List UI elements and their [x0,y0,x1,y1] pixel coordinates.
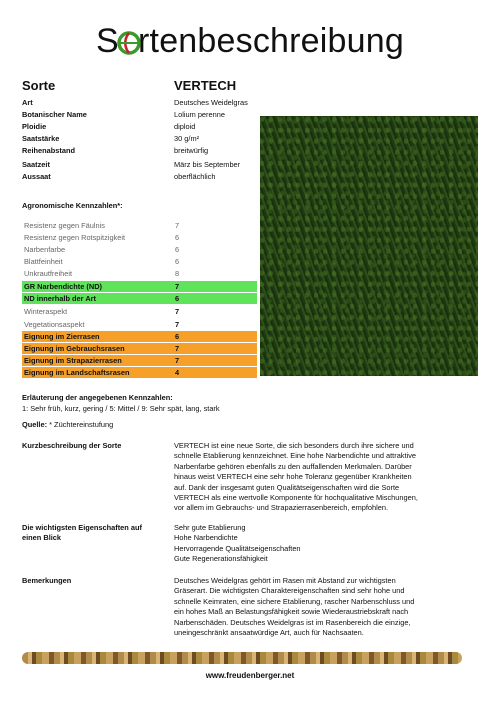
agro-value: 8 [175,269,180,278]
agro-label: Unkrautfreiheit [24,269,73,278]
agro-label: Resistenz gegen Fäulnis [24,221,105,230]
fact-key: Aussaat [22,172,51,181]
agro-value: 7 [175,344,180,353]
agro-row-highlight [22,367,257,378]
agro-value: 6 [175,233,180,242]
text-line: vor allem im Gebrauchs- und Strapazierrasenbereich, empfohlen. [174,503,389,513]
fact-value: 30 g/m² [174,134,200,143]
text-line: einen Blick [22,533,62,543]
source-label: Quelle: [22,420,48,429]
agro-value: 7 [175,221,180,230]
sorte-label: Sorte [22,78,56,93]
agro-value: 7 [175,320,180,329]
text-line: Gräserart. Die wichtigsten Charaktereigenschaften sind sehr hohe und [174,586,405,596]
list-item: Sehr gute Etablierung [174,523,246,532]
title-s: S [96,22,119,60]
fact-value: diploid [174,122,196,131]
agro-row-highlight [22,355,257,366]
eigen-heading [22,523,167,544]
agro-value: 7 [175,356,180,365]
agro-label: Eignung im Gebrauchsrasen [24,344,125,353]
text-line: schnelle Keimraten, eine sichere Etablierung, rascher Narbenschluss und [174,596,415,606]
agro-row-highlight [22,343,257,354]
agro-row-highlight [22,293,257,304]
agro-heading: Agronomische Kennzahlen*: [22,201,123,210]
page-title [0,22,500,61]
agro-row [22,220,257,231]
leaf-logo-icon [116,30,142,56]
source-line [22,420,113,429]
text-line: VERTECH ist eine neue Sorte, die sich besonders durch ihre sichere und [174,441,414,450]
agro-label: GR Narbendichte (ND) [24,282,103,291]
agro-row [22,319,257,330]
agro-row [22,232,257,243]
agro-row [22,306,257,317]
agro-label: Winteraspekt [24,307,68,316]
footer-url[interactable]: www.freudenberger.net [205,671,295,680]
bem-text [174,576,474,638]
text-line: Deutsches Weidelgras gehört im Rasen mit Abstand zur wichtigsten [174,576,396,585]
sorte-value: VERTECH [174,78,237,93]
fact-key: Saatstärke [22,134,60,143]
logo-o [119,22,138,61]
kurz-heading: Kurzbeschreibung der Sorte [22,441,122,450]
fact-value: Deutsches Weidelgras [174,98,248,107]
agro-label: Eignung im Landschaftsrasen [24,368,130,377]
agro-label: Eignung im Strapazierrasen [24,356,122,365]
agro-value: 7 [175,282,180,291]
fact-value: Lolium perenne [174,110,225,119]
agro-row-highlight [22,331,257,342]
text-line: Narbenschäden. Deutsches Weidelgras ist im Rasenbereich die einzige, [174,617,411,627]
agro-row [22,268,257,279]
fact-value: breitwürfig [174,146,209,155]
text-line: schnelle Etablierung kennzeichnet. Eine hohe Narbendichte und attraktive [174,451,416,461]
fact-key: Reihenabstand [22,146,75,155]
agro-label: ND innerhalb der Art [24,294,96,303]
agro-value: 6 [175,245,180,254]
agro-label: Resistenz gegen Rotspitzigkeit [24,233,126,242]
fact-value: oberflächlich [174,172,216,181]
bem-heading: Bemerkungen [22,576,72,585]
seed-strip-image [22,652,462,664]
fact-key: Saatzeit [22,160,50,169]
fact-key: Art [22,98,33,107]
text-line: VERTECH als eine wertvolle Komponente für hochqualitative Mischungen, [174,493,418,503]
fact-key: Ploidie [22,122,47,131]
agro-label: Vegetationsaspekt [24,320,85,329]
text-line: ein hohes Maß an Belastungsfähigkeit sowie Wiederaustriebskraft nach [174,607,409,617]
agro-value: 4 [175,368,180,377]
agro-label: Narbenfarbe [24,245,66,254]
text-line: uneingeschränkt ansaatwürdige Art, auch für Nachsaaten. [174,628,364,638]
agro-row-highlight [22,281,257,292]
title-rest: rtenbeschreibung [138,22,404,60]
list-item: Hervorragende Qualitätseigenschaften [174,543,301,553]
legend-heading: Erläuterung der angegebenen Kennzahlen: [22,393,173,402]
agro-value: 6 [175,294,180,303]
fact-value: März bis September [174,160,241,169]
agro-label: Blattfeinheit [24,257,63,266]
agro-value: 6 [175,332,180,341]
list-item: Hohe Narbendichte [174,533,238,543]
text-line: hinaus weist VERTECH eine sehr hohe Toleranz gegenüber Krankheiten [174,472,412,482]
list-item: Gute Regenerationsfähigkeit [174,554,268,564]
grass-photo [260,116,478,376]
eigen-list [174,523,474,565]
agro-value: 7 [175,307,180,316]
agro-row [22,244,257,255]
agro-row [22,256,257,267]
source-text: * Züchtereinstufung [49,420,114,429]
kurz-text [174,441,474,514]
agro-value: 6 [175,257,180,266]
text-line: Die wichtigsten Eigenschaften auf [22,523,142,532]
text-line: Narbenfarbe gehören ebenfalls zu den auffallenden Merkmalen. Darüber [174,461,412,471]
legend-text: 1: Sehr früh, kurz, gering / 5: Mittel / 9: Sehr spät, lang, stark [22,404,220,413]
agro-label: Eignung im Zierrasen [24,332,100,341]
fact-key: Botanischer Name [22,110,87,119]
text-line: auf. Dank der insgesamt guten Qualitätseigenschaften wird die Sorte [174,482,400,492]
